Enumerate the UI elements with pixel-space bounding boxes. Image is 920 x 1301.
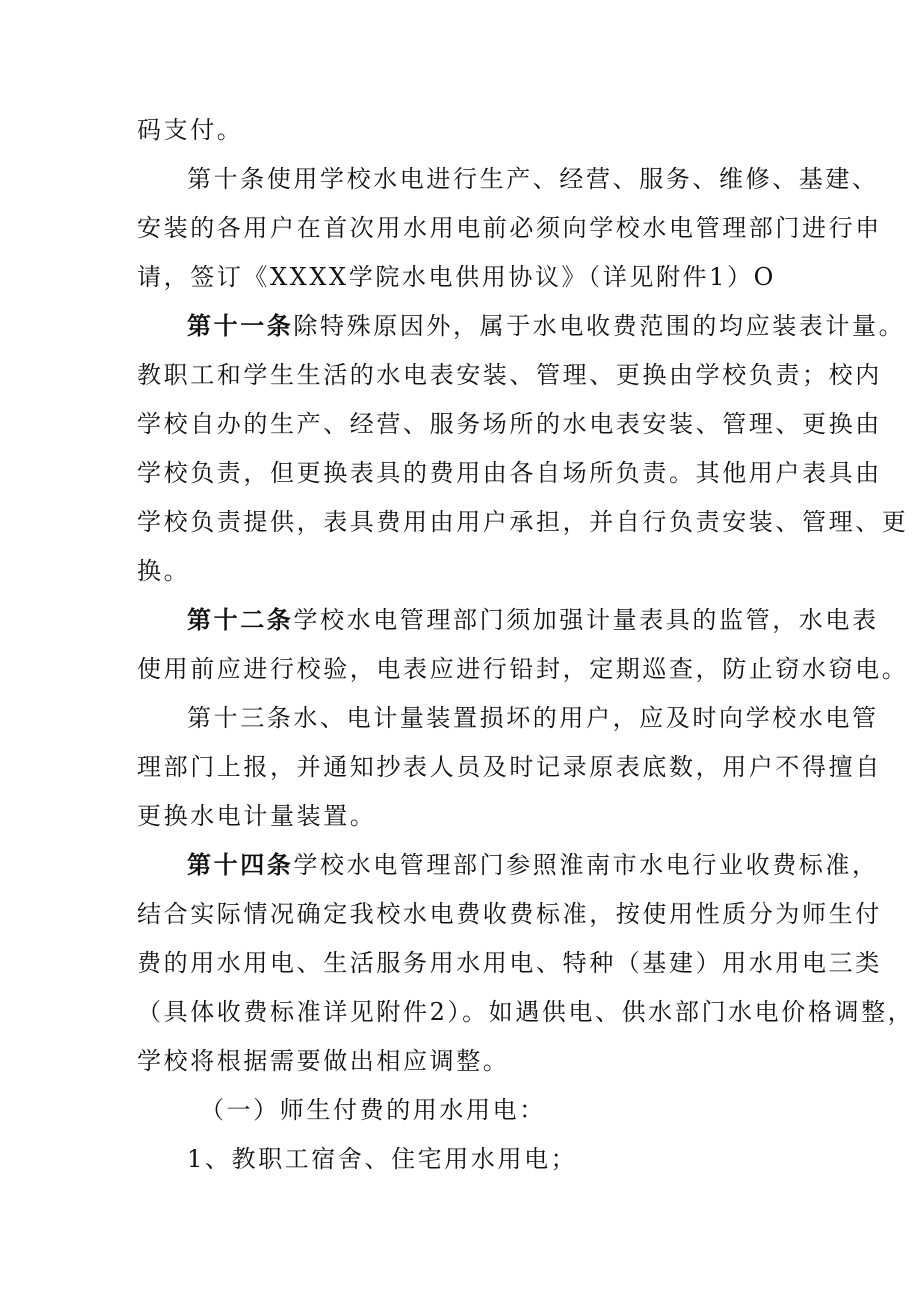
text-line: 学校负责提供，表具费用由用户承担，并自行负责安装、管理、更 — [137, 508, 909, 536]
text-line: 换。 — [137, 557, 191, 585]
text-line: 请，签订《XXXX学院水电供用协议》（详见附件1）O — [137, 263, 776, 291]
article-14-text: 学校水电管理部门参照淮南市水电行业收费标准， — [293, 851, 879, 879]
article-13-line: 第十三条水、电计量装置损坏的用户，应及时向学校水电管 — [187, 704, 879, 732]
article-11-text: 除特殊原因外，属于水电收费范围的均应装表计量。 — [293, 312, 906, 340]
subsection-heading: （一）师生付费的用水用电： — [200, 1096, 546, 1124]
article-12-text: 学校水电管理部门须加强计量表具的监管，水电表 — [293, 606, 879, 634]
text-line: 学校自办的生产、经营、服务场所的水电表安装、管理、更换由 — [137, 410, 882, 438]
text-line: 教职工和学生生活的水电表安装、管理、更换由学校负责；校内 — [137, 361, 882, 389]
text-line: 码支付。 — [137, 116, 244, 144]
text-line: 使用前应进行校验，电表应进行铅封，定期巡查，防止窃水窃电。 — [137, 655, 909, 683]
article-12-title: 第十二条 — [187, 605, 294, 634]
text-line: 费的用水用电、生活服务用水用电、特种（基建）用水用电三类 — [137, 949, 882, 977]
text-line: （具体收费标准详见附件2）。如遇供电、供水部门水电价格调整， — [137, 998, 915, 1026]
list-item: 1、教职工宿舍、住宅用水用电； — [187, 1145, 578, 1173]
text-line: 结合实际情况确定我校水电费收费标准，按使用性质分为师生付 — [137, 900, 882, 928]
text-line: 更换水电计量装置。 — [137, 802, 377, 830]
text-line: 学校负责，但更换表具的费用由各自场所负责。其他用户表具由 — [137, 459, 882, 487]
article-10-line: 第十条使用学校水电进行生产、经营、服务、维修、基建、 — [187, 165, 879, 193]
article-14-line — [187, 850, 879, 880]
text-line: 学校将根据需要做出相应调整。 — [137, 1047, 510, 1075]
text-line: 安装的各用户在首次用水用电前必须向学校水电管理部门进行申 — [137, 214, 882, 242]
text-line: 理部门上报，并通知抄表人员及时记录原表底数，用户不得擅自 — [137, 753, 882, 781]
article-12-line — [187, 605, 879, 635]
article-11-title: 第十一条 — [187, 311, 294, 340]
article-14-title: 第十四条 — [187, 850, 294, 879]
article-11-line — [187, 311, 905, 341]
